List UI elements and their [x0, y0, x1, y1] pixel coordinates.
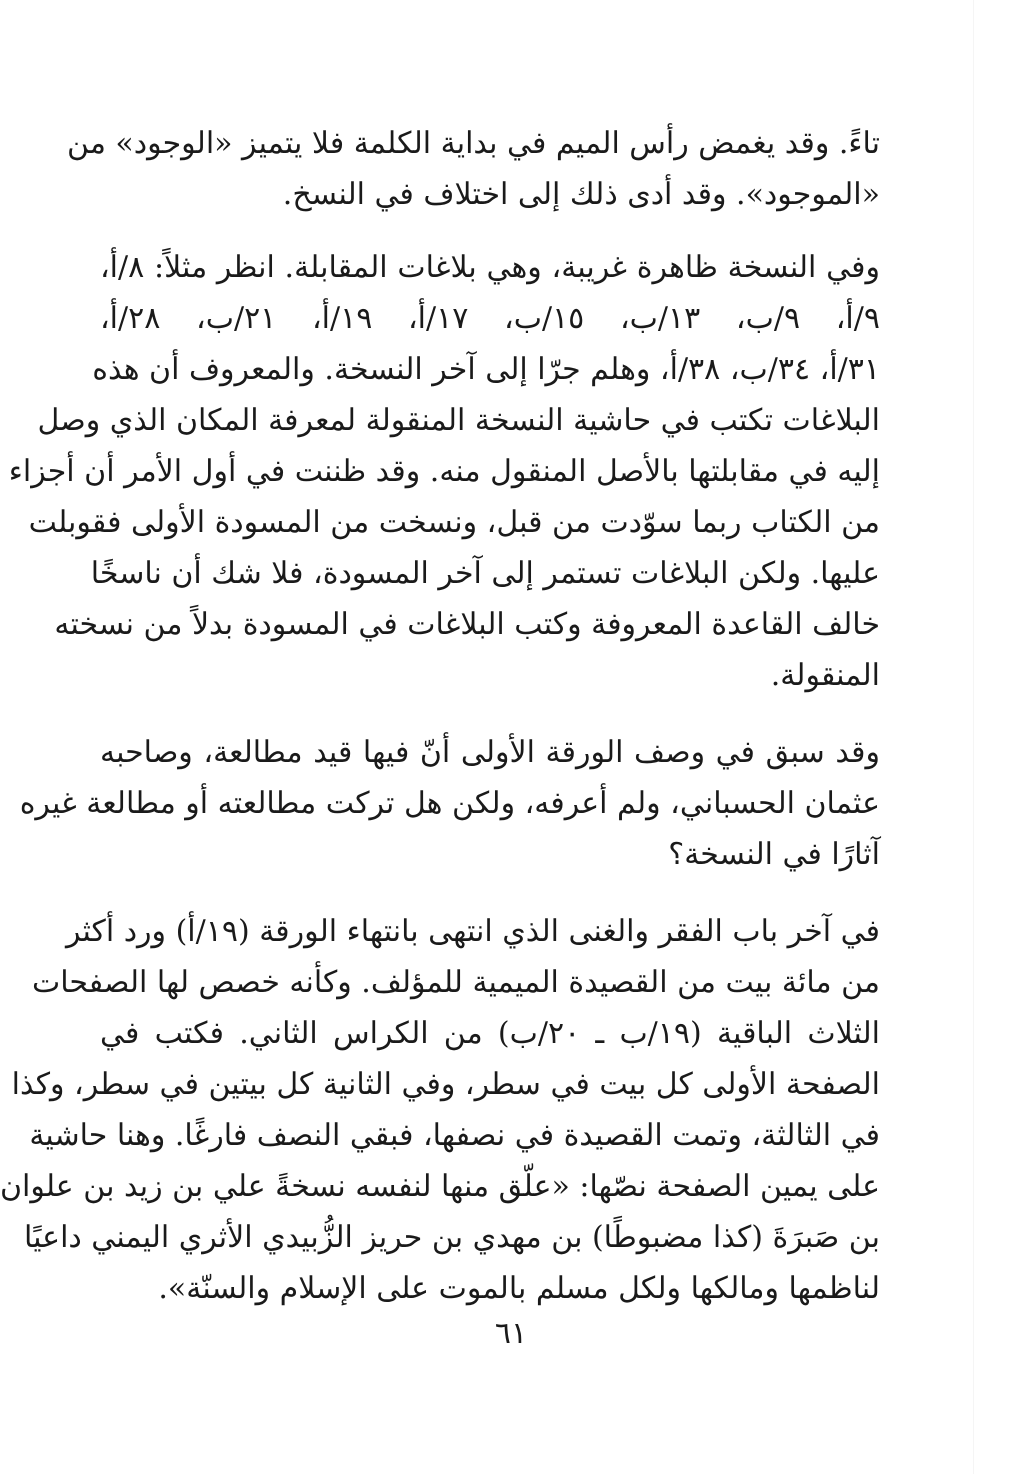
text-line: لناظمها ومالكها ولكل مسلم بالموت على الإسلام والسنّة».: [158, 1271, 880, 1306]
text-line: الصفحة الأولى كل بيت في سطر، وفي الثانية كل بيتين في سطر، وكذا: [11, 1067, 880, 1102]
page-body: [0, 118, 880, 1314]
paragraph-3: [19, 727, 880, 880]
text-line: وفي النسخة ظاهرة غريبة، وهي بلاغات المقابلة. انظر مثلاً: ٨/أ،: [100, 250, 880, 285]
text-line: البلاغات تكتب في حاشية النسخة المنقولة لمعرفة المكان الذي وصل: [37, 403, 880, 438]
text-line: من الكتاب ربما سوّدت من قبل، ونسخت من المسودة الأولى فقوبلت: [28, 505, 880, 540]
paragraph-1: [66, 118, 880, 220]
text-line: عثمان الحسباني، ولم أعرفه، ولكن هل تركت مطالعته أو مطالعة غيره: [19, 786, 880, 821]
page-edge-shadow: [973, 0, 974, 1474]
text-line: خالف القاعدة المعروفة وكتب البلاغات في المسودة بدلاً من نسخته: [54, 607, 880, 642]
text-line: وقد سبق في وصف الورقة الأولى أنّ فيها قيد مطالعة، وصاحبه: [100, 735, 880, 770]
text-line: ٩/أ، ٩/ب، ١٣/ب، ١٥/ب، ١٧/أ، ١٩/أ، ٢١/ب، ٢٨/أ،: [100, 301, 880, 336]
paragraph-4: [0, 906, 880, 1314]
text-line: إليه في مقابلتها بالأصل المنقول منه. وقد ظننت في أول الأمر أن أجزاء: [8, 454, 880, 489]
text-line: تاءً. وقد يغمض رأس الميم في بداية الكلمة فلا يتميز «الوجود» من: [66, 126, 880, 161]
text-line: على يمين الصفحة نصّها: «علّق منها لنفسه نسخةً علي بن زيد بن علوان: [0, 1169, 880, 1204]
text-line: في الثالثة، وتمت القصيدة في نصفها، فبقي النصف فارغًا. وهنا حاشية: [29, 1118, 880, 1153]
text-line: في آخر باب الفقر والغنى الذي انتهى بانتهاء الورقة (١٩/أ) ورد أكثر: [65, 914, 880, 949]
text-line: آثارًا في النسخة؟: [668, 837, 880, 872]
text-line: بن صَبرَةَ (كذا مضبوطًا) بن مهدي بن حريز الزُّبيدي الأثري اليمني داعيًا: [23, 1220, 880, 1255]
text-line: عليها. ولكن البلاغات تستمر إلى آخر المسودة، فلا شك أن ناسخًا: [90, 556, 880, 591]
paragraph-2: [8, 242, 880, 701]
text-line: الثلاث الباقية (١٩/ب ـ ٢٠/ب) من الكراس الثاني. فكتب في: [100, 1016, 880, 1051]
text-line: ٣١/أ، ٣٤/ب، ٣٨/أ، وهلم جرّا إلى آخر النسخة. والمعروف أن هذه: [92, 352, 880, 387]
text-line: «الموجود». وقد أدى ذلك إلى اختلاف في النسخ.: [282, 177, 880, 212]
text-line: من مائة بيت من القصيدة الميمية للمؤلف. وكأنه خصص لها الصفحات: [31, 965, 880, 1000]
text-line: المنقولة.: [770, 658, 880, 693]
page-number: ٦١: [494, 1316, 528, 1351]
